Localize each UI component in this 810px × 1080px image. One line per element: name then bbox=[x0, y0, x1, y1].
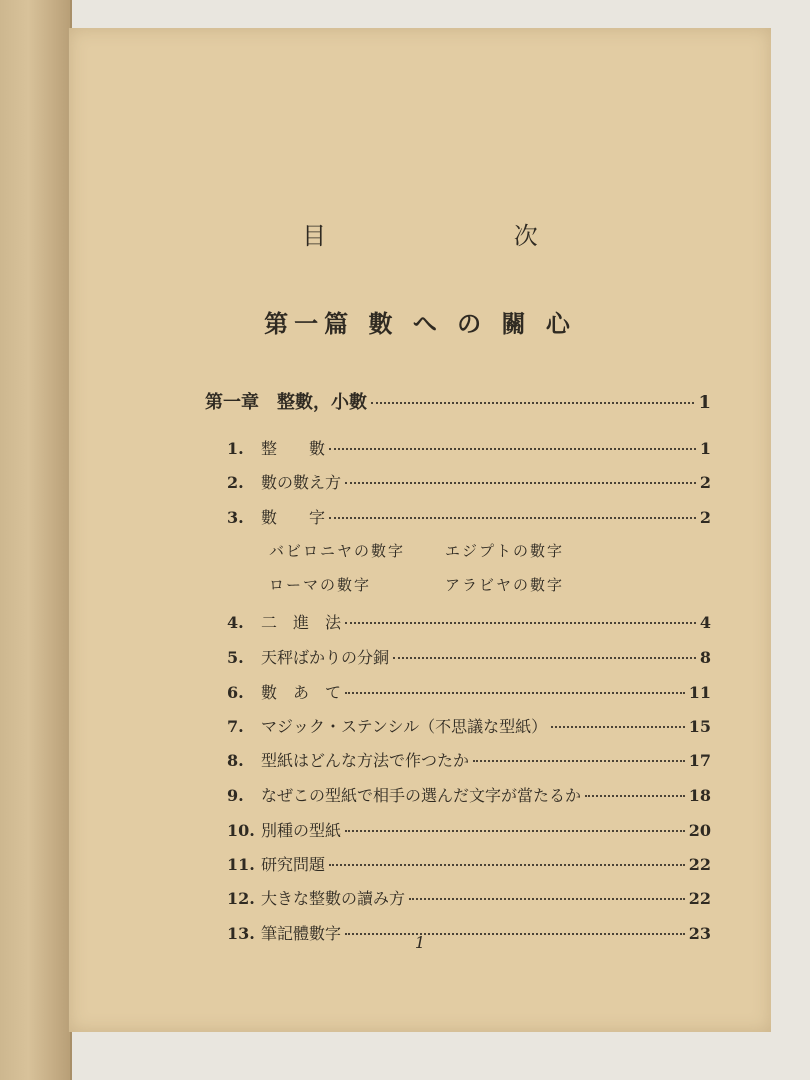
subtopic: エジプトの數字 bbox=[445, 542, 565, 560]
entry-title: 數 字 bbox=[261, 508, 326, 527]
leader-dots bbox=[585, 795, 685, 797]
subtopic: アラビヤの數字 bbox=[445, 576, 565, 594]
entry-title: 整 數 bbox=[261, 439, 326, 458]
toc-entry bbox=[227, 470, 711, 493]
entry-number: 13. bbox=[227, 924, 255, 943]
toc-entry bbox=[227, 714, 711, 737]
entry-page: 17 bbox=[688, 751, 711, 770]
part-title: 第一篇 數 へ の 關 心 bbox=[264, 309, 576, 338]
entry-page: 1 bbox=[699, 439, 711, 458]
leader-dots bbox=[473, 760, 685, 762]
toc-entry bbox=[227, 610, 711, 633]
leader-dots bbox=[371, 402, 694, 404]
toc-entry bbox=[227, 436, 711, 459]
leader-dots bbox=[393, 657, 696, 659]
toc-entry bbox=[227, 680, 711, 703]
leader-dots bbox=[329, 864, 685, 866]
leader-dots bbox=[551, 726, 685, 728]
entry-title: なぜこの型紙で相手の選んだ文字が當たるか bbox=[261, 786, 582, 805]
entry-page: 20 bbox=[688, 821, 711, 840]
leader-dots bbox=[345, 830, 685, 832]
toc-entry bbox=[227, 783, 711, 806]
entry-title: 數の數え方 bbox=[261, 473, 342, 492]
subtopic: バビロニヤの數字 bbox=[269, 542, 406, 560]
chapter-page: 1 bbox=[698, 392, 711, 413]
entry-number: 7. bbox=[227, 717, 244, 736]
entry-number: 12. bbox=[227, 889, 255, 908]
book-page bbox=[68, 28, 771, 1032]
entry-page: 2 bbox=[699, 473, 711, 492]
entry-number: 2. bbox=[227, 473, 244, 492]
chapter-title: 第一章 整數，小數 bbox=[205, 392, 367, 413]
leader-dots bbox=[345, 482, 696, 484]
page-number: 1 bbox=[414, 933, 426, 952]
entry-title: 二 進 法 bbox=[261, 613, 342, 632]
subtopic: ローマの數字 bbox=[269, 576, 372, 594]
leader-dots bbox=[329, 448, 696, 450]
toc-entry bbox=[227, 748, 711, 771]
entry-title: マジック・ステンシル（不思議な型紙） bbox=[261, 717, 548, 736]
leader-dots bbox=[345, 692, 685, 694]
entry-number: 6. bbox=[227, 683, 244, 702]
entry-number: 3. bbox=[227, 508, 244, 527]
entry-page: 22 bbox=[688, 889, 711, 908]
entry-page: 23 bbox=[688, 924, 711, 943]
entry-title: 筆記體數字 bbox=[261, 924, 342, 943]
entry-title: 研究問題 bbox=[261, 855, 326, 874]
entry-title: 數 あ て bbox=[261, 683, 342, 702]
toc-entry bbox=[227, 645, 711, 668]
book-spine-edge bbox=[0, 0, 72, 1080]
toc-heading: 目 次 bbox=[302, 222, 628, 250]
entry-number: 5. bbox=[227, 648, 244, 667]
toc-entry bbox=[227, 886, 711, 909]
toc-entry bbox=[227, 818, 711, 841]
entry-page: 15 bbox=[688, 717, 711, 736]
leader-dots bbox=[329, 517, 696, 519]
entry-number: 10. bbox=[227, 821, 255, 840]
toc-entry bbox=[227, 505, 711, 528]
entry-title: 大きな整數の讀み方 bbox=[261, 889, 406, 908]
entry-page: 22 bbox=[688, 855, 711, 874]
entry-title: 別種の型紙 bbox=[261, 821, 342, 840]
entry-number: 8. bbox=[227, 751, 244, 770]
entry-title: 天秤ばかりの分銅 bbox=[261, 648, 390, 667]
toc-entry bbox=[227, 852, 711, 875]
entry-title: 型紙はどんな方法で作つたか bbox=[261, 751, 470, 770]
entry-page: 8 bbox=[699, 648, 711, 667]
chapter-entry bbox=[205, 388, 711, 414]
leader-dots bbox=[345, 622, 696, 624]
entry-number: 9. bbox=[227, 786, 244, 805]
leader-dots bbox=[409, 898, 685, 900]
entry-page: 4 bbox=[699, 613, 711, 632]
entry-page: 11 bbox=[688, 683, 711, 702]
entry-number: 1. bbox=[227, 439, 244, 458]
entry-page: 2 bbox=[699, 508, 711, 527]
entry-page: 18 bbox=[688, 786, 711, 805]
entry-number: 11. bbox=[227, 855, 255, 874]
entry-number: 4. bbox=[227, 613, 244, 632]
